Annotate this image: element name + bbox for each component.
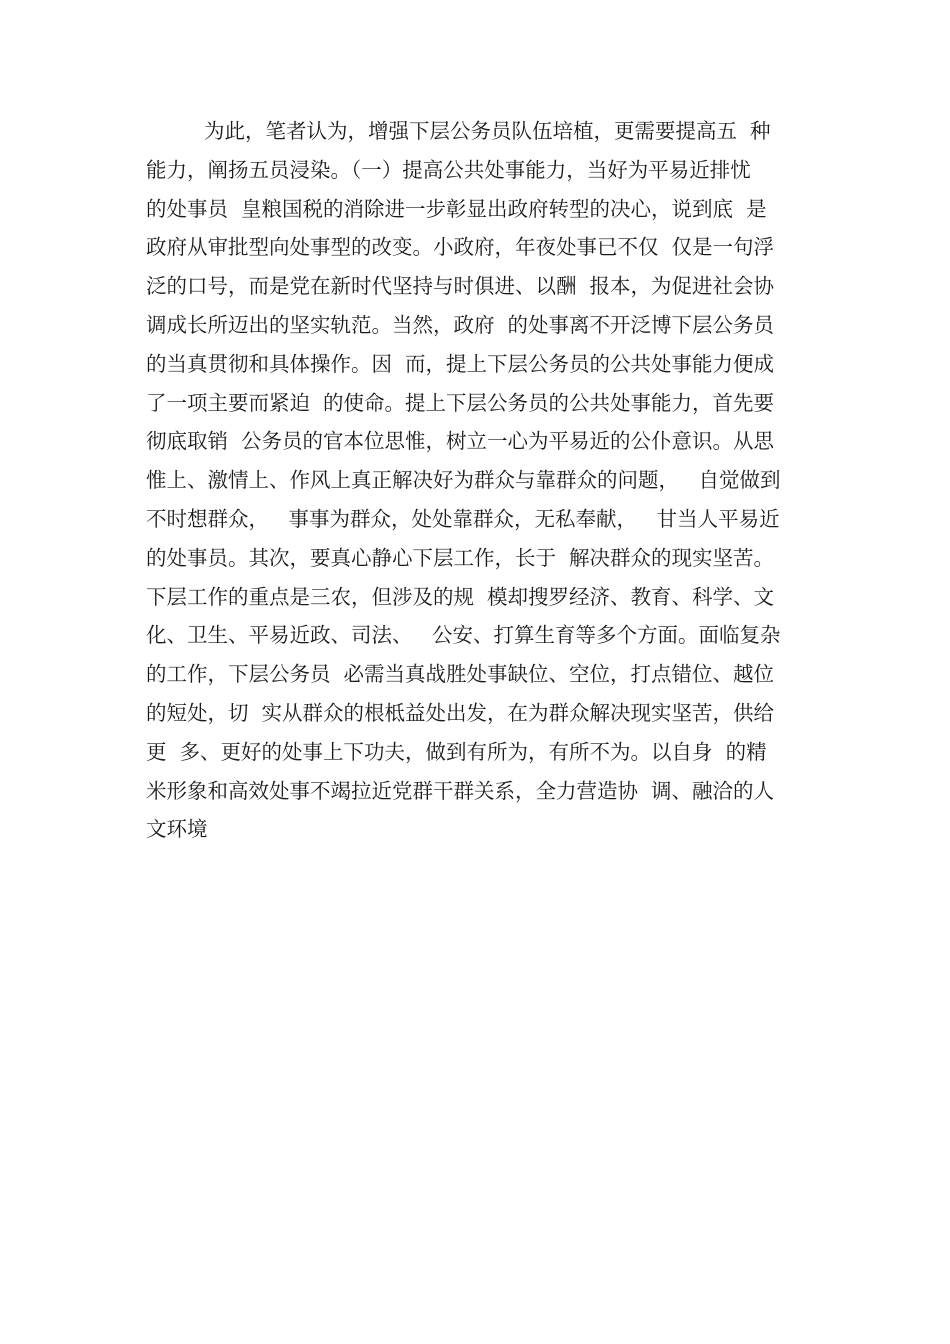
paragraph-line: 调成长所迈出的坚实轨范。当然，政府 的处事离不开泛博下层公务员: [146, 312, 775, 337]
paragraph-line: 的工作，下层公务员 必需当真战胜处事缺位、空位，打点错位、越位: [146, 662, 775, 687]
paragraph-line: 了一项主要而紧迫 的使命。提上下层公务员的公共处事能力，首先要: [146, 390, 775, 415]
paragraph-line: 为此，笔者认为，增强下层公务员队伍培植，更需要提高五 种: [204, 119, 771, 143]
paragraph-line: 更 多、更好的处事上下功夫，做到有所为，有所不为。以自身 的精: [146, 739, 767, 764]
paragraph-line: 政府从审批型向处事型的改变。小政府，年夜处事已不仅 仅是一句浮: [146, 235, 775, 260]
body-paragraph: [146, 112, 816, 849]
paragraph-line: 下层工作的重点是三农，但涉及的规 模却搜罗经济、教育、科学、文: [146, 584, 775, 609]
paragraph-line: 彻底取销 公务员的官本位思惟，树立一心为平易近的公仆意识。从思: [146, 429, 775, 454]
paragraph-line: 的处事员 皇粮国税的消除进一步彰显出政府转型的决心，说到底 是: [146, 196, 767, 221]
paragraph-line: 不时想群众， 事事为群众，处处靠群众，无私奉献， 甘当人平易近: [146, 506, 780, 531]
paragraph-line: 泛的口号，而是党在新时代坚持与时俱进、以酬 报本，为促进社会协: [146, 274, 775, 299]
paragraph-line: 米形象和高效处事不竭拉近党群干群关系，全力营造协 调、融洽的人: [146, 778, 775, 803]
paragraph-line: 的当真贯彻和具体操作。因 而，提上下层公务员的公共处事能力便成: [146, 351, 775, 376]
paragraph-line: 惟上、激情上、作风上真正解决好为群众与靠群众的问题， 自觉做到: [146, 468, 781, 493]
paragraph-line: 的短处，切 实从群众的根柢益处出发，在为群众解决现实坚苦，供给: [146, 700, 775, 725]
paragraph-line: 的处事员。其次，要真心静心下层工作，长于 解决群众的现实坚苦。: [146, 545, 775, 570]
paragraph-line: 化、卫生、平易近政、司法、 公安、打算生育等多个方面。面临复杂: [146, 623, 781, 648]
paragraph-line: 能力，阐扬五员浸染。（一）提高公共处事能力，当好为平易近排忧: [146, 157, 751, 182]
paragraph-line: 文环境: [146, 817, 208, 842]
